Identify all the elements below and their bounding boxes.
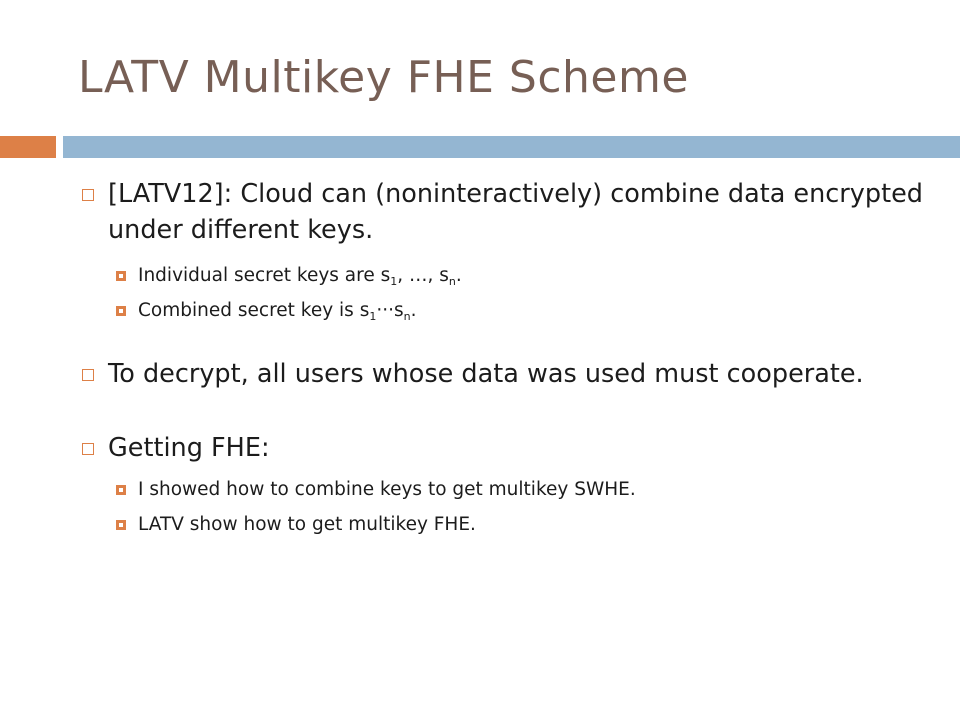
hollow-square-bullet-icon — [82, 189, 94, 201]
sub-bullet-3-1 — [78, 476, 938, 503]
square-bullet-icon — [116, 485, 126, 495]
sub-bullet-3-2-text: LATV show how to get multikey FHE. — [138, 514, 476, 535]
bullet-2 — [78, 356, 938, 392]
bullet-3-text: Getting FHE: — [108, 433, 270, 463]
bullet-1 — [78, 176, 938, 248]
hollow-square-bullet-icon — [82, 369, 94, 381]
bullet-1-text: [LATV12]: Cloud can (noninteractively) combine data encrypted under different keys. — [108, 179, 923, 245]
sub-bullet-1-1-text: Individual secret keys are $s_1$, …, $s_n$. — [138, 265, 462, 288]
sub-bullet-1-1 — [78, 262, 938, 289]
title-rule-bar — [63, 136, 960, 158]
bullet-2-text: To decrypt, all users whose data was used must cooperate. — [108, 359, 864, 389]
sub-bullet-3-2 — [78, 511, 938, 538]
square-bullet-icon — [116, 306, 126, 316]
square-bullet-icon — [116, 520, 126, 530]
sub-bullet-1-2 — [78, 297, 938, 324]
bullet-3 — [78, 430, 938, 466]
title-accent-bar — [0, 136, 56, 158]
sub-bullet-3-1-text: I showed how to combine keys to get multikey SWHE. — [138, 479, 636, 500]
hollow-square-bullet-icon — [82, 443, 94, 455]
sub-bullet-1-2-text: Combined secret key is $s_1\cdot\cdot\cdot s_n$. — [138, 300, 417, 323]
square-bullet-icon — [116, 271, 126, 281]
slide-body — [78, 176, 938, 538]
slide-title: LATV Multikey FHE Scheme — [78, 52, 689, 103]
